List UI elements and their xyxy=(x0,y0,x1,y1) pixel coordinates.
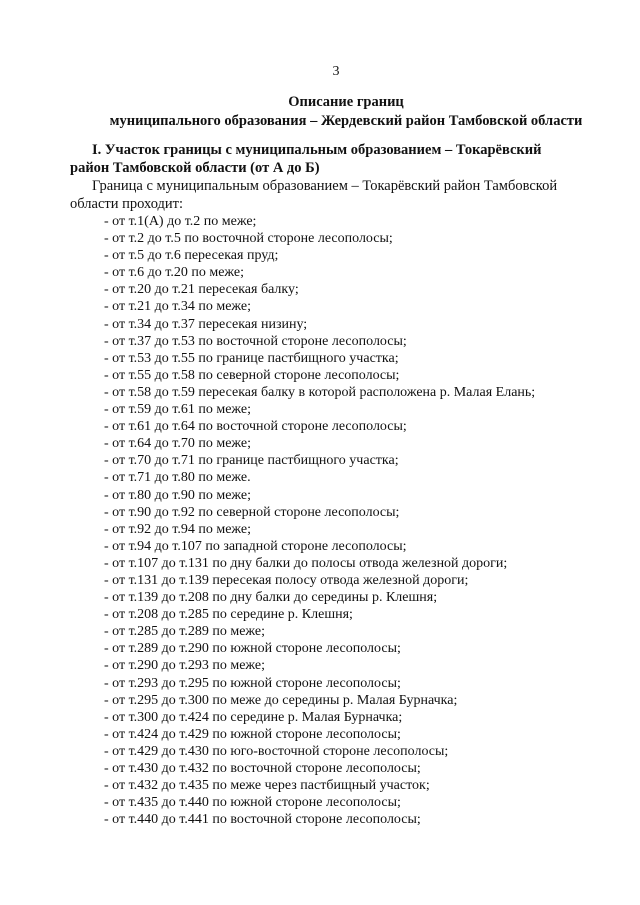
document-title xyxy=(60,93,632,131)
title-line-1: Описание границ xyxy=(288,94,404,110)
list-item: - от т.293 до т.295 по южной стороне лесополосы; xyxy=(104,675,401,691)
list-item: - от т.1(А) до т.2 по меже; xyxy=(104,214,257,229)
list-item: - от т.432 до т.435 по меже через пастбищный участок; xyxy=(104,778,430,794)
list-item: - от т.430 до т.432 по восточной стороне лесополосы; xyxy=(104,761,421,776)
list-item: - от т.21 до т.34 по меже; xyxy=(104,299,252,315)
section-heading-line-2: район Тамбовской области (от А до Б) xyxy=(70,160,320,176)
list-item: - от т.295 до т.300 по меже до середины р. Малая Бурначка; xyxy=(104,692,458,708)
list-item: - от т.61 до т.64 по восточной стороне лесополосы; xyxy=(104,419,407,435)
list-item: - от т.80 до т.90 по меже; xyxy=(104,487,252,503)
list-item: - от т.34 до т.37 пересекая низину; xyxy=(104,316,308,332)
section-heading-line-1: I. Участок границы с муниципальным образованием – Токарёвский xyxy=(92,142,542,158)
list-item: - от т.70 до т.71 по границе пастбищного участка; xyxy=(104,453,399,469)
boundary-segment-list xyxy=(104,213,604,828)
list-item: - от т.94 до т.107 по западной стороне лесополосы; xyxy=(104,538,407,554)
list-item: - от т.90 до т.92 по северной стороне лесополосы; xyxy=(104,504,400,520)
section-intro-line-1: Граница с муниципальным образованием – Токарёвский район Тамбовской xyxy=(92,178,558,194)
list-item: - от т.59 до т.61 по меже; xyxy=(104,402,252,418)
list-item: - от т.6 до т.20 по меже; xyxy=(104,265,245,281)
list-item: - от т.290 до т.293 по меже; xyxy=(104,658,266,674)
page-number: 3 xyxy=(332,64,340,79)
list-item: - от т.37 до т.53 по восточной стороне лесополосы; xyxy=(104,333,407,349)
section-heading xyxy=(70,141,600,177)
list-item: - от т.435 до т.440 по южной стороне лесополосы; xyxy=(104,795,401,811)
list-item: - от т.64 до т.70 по меже; xyxy=(104,436,252,452)
list-item: - от т.107 до т.131 по дну балки до полосы отвода железной дороги; xyxy=(104,555,508,571)
list-item: - от т.131 до т.139 пересекая полосу отвода железной дороги; xyxy=(104,572,469,588)
list-item: - от т.2 до т.5 по восточной стороне лесополосы; xyxy=(104,231,393,247)
list-item: - от т.92 до т.94 по меже; xyxy=(104,521,252,537)
list-item: - от т.58 до т.59 пересекая балку в которой расположена р. Малая Елань; xyxy=(104,384,536,400)
list-item: - от т.429 до т.430 по юго-восточной стороне лесополосы; xyxy=(104,743,449,759)
list-item: - от т.71 до т.80 по меже. xyxy=(104,470,251,486)
list-item: - от т.55 до т.58 по северной стороне лесополосы; xyxy=(104,367,400,383)
list-item: - от т.440 до т.441 по восточной стороне лесополосы; xyxy=(104,812,421,828)
list-item: - от т.289 до т.290 по южной стороне лесополосы; xyxy=(104,641,401,657)
list-item: - от т.285 до т.289 по меже; xyxy=(104,624,266,640)
list-item: - от т.208 до т.285 по середине р. Клешня; xyxy=(104,607,353,623)
list-item: - от т.300 до т.424 по середине р. Малая Бурначка; xyxy=(104,709,403,725)
list-item: - от т.20 до т.21 пересекая балку; xyxy=(104,282,299,298)
section-intro xyxy=(70,177,610,213)
title-line-2: муниципального образования – Жердевский район Тамбовской области xyxy=(109,113,583,129)
section-intro-line-2: области проходит: xyxy=(70,196,184,212)
list-item: - от т.424 до т.429 по южной стороне лесополосы; xyxy=(104,726,401,742)
list-item: - от т.53 до т.55 по границе пастбищного участка; xyxy=(104,350,399,366)
list-item: - от т.5 до т.6 пересекая пруд; xyxy=(104,248,279,264)
list-item: - от т.139 до т.208 по дну балки до середины р. Клешня; xyxy=(104,590,438,606)
